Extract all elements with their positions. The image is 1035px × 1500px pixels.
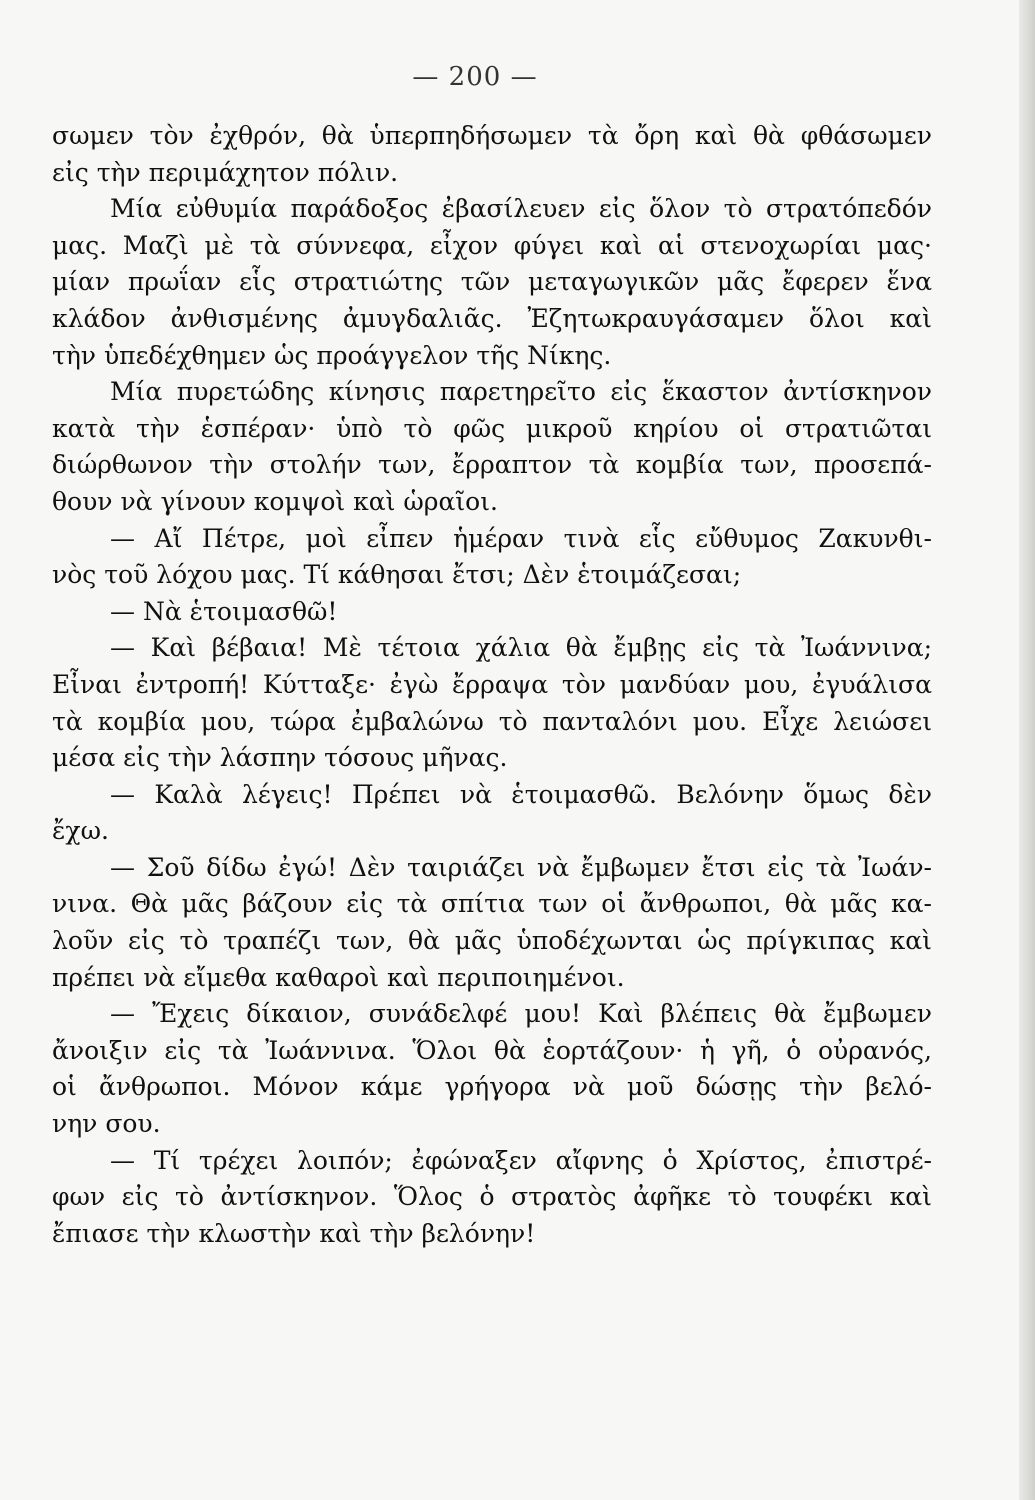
text-line: — Ἔχεις δίκαιον, συνάδελφέ μου! Καὶ βλέπεις θὰ ἔμβωμεν: [110, 999, 932, 1029]
text-line: Εἶναι ἐντροπή! Κύτταξε· ἐγὼ ἔρραψα τὸν μανδύαν μου, ἐγυάλισα: [52, 669, 932, 699]
text-line: — Αἴ Πέτρε, μοὶ εἶπεν ἡμέραν τινὰ εἷς εὔθυμος Ζακυνθι-: [110, 523, 932, 553]
text-line: — Σοῦ δίδω ἐγώ! Δὲν ταιριάζει νὰ ἔμβωμεν ἔτσι εἰς τὰ Ἰωάν-: [110, 852, 932, 882]
text-line: φων εἰς τὸ ἀντίσκηνον. Ὅλος ὁ στρατὸς ἀφῆκε τὸ τουφέκι καὶ: [52, 1182, 932, 1212]
text-line: Μία πυρετώδης κίνησις παρετηρεῖτο εἰς ἕκαστον ἀντίσκηνον: [110, 377, 932, 407]
text-line: κλάδον ἀνθισμένης ἀμυγδαλιᾶς. Ἐζητωκραυγάσαμεν ὅλοι καὶ: [52, 303, 932, 333]
text-line: νινα. Θὰ μᾶς βάζουν εἰς τὰ σπίτια των οἱ ἄνθρωποι, θὰ μᾶς κα-: [52, 889, 932, 919]
text-line: οἱ ἄνθρωποι. Μόνον κάμε γρήγορα νὰ μοῦ δώσῃς τὴν βελό-: [52, 1072, 932, 1102]
text-line: νὸς τοῦ λόχου μας. Τί κάθησαι ἔτσι; Δὲν ἑτοιμάζεσαι;: [52, 560, 742, 590]
text-line: — Καλὰ λέγεις! Πρέπει νὰ ἑτοιμασθῶ. Βελόνην ὅμως δὲν: [110, 779, 932, 809]
text-line: πρέπει νὰ εἴμεθα καθαροὶ καὶ περιποιημένοι.: [52, 962, 625, 992]
text-line: εἰς τὴν περιμάχητον πόλιν.: [52, 157, 399, 187]
text-line: διώρθωνον τὴν στολήν των, ἔρραπτον τὰ κομβία των, προσεπά-: [52, 450, 932, 480]
text-line: θουν νὰ γίνουν κομψοὶ καὶ ὡραῖοι.: [52, 486, 498, 516]
text-line: Μία εὐθυμία παράδοξος ἐβασίλευεν εἰς ὅλον τὸ στρατόπεδόν: [110, 194, 932, 224]
text-line: σωμεν τὸν ἐχθρόν, θὰ ὑπερπηδήσωμεν τὰ ὄρη καὶ θὰ φθάσωμεν: [52, 121, 932, 150]
page-number: — 200 —: [412, 62, 538, 92]
text-line: τὰ κομβία μου, τώρα ἐμβαλώνω τὸ πανταλόνι μου. Εἶχε λειώσει: [52, 706, 932, 736]
text-line: μας. Μαζὶ μὲ τὰ σύννεφα, εἶχον φύγει καὶ αἱ στενοχωρίαι μας·: [52, 230, 932, 260]
page-edge-shadow: [1019, 0, 1035, 1500]
text-line: μέσα εἰς τὴν λάσπην τόσους μῆνας.: [52, 743, 508, 773]
text-line: λοῦν εἰς τὸ τραπέζι των, θὰ μᾶς ὑποδέχωνται ὡς πρίγκιπας καὶ: [52, 926, 932, 956]
text-line: — Καὶ βέβαια! Μὲ τέτοια χάλια θὰ ἔμβῃς εἰς τὰ Ἰωάννινα;: [110, 633, 932, 663]
text-line: — Νὰ ἑτοιμασθῶ!: [110, 596, 338, 626]
body-text: [52, 118, 932, 1252]
text-line: νην σου.: [52, 1109, 161, 1139]
text-line: ἔχω.: [52, 816, 109, 846]
text-line: ἄνοιξιν εἰς τὰ Ἰωάννινα. Ὅλοι θὰ ἑορτάζουν· ἡ γῆ, ὁ οὐρανός,: [52, 1035, 932, 1065]
text-line: μίαν πρωΐαν εἷς στρατιώτης τῶν μεταγωγικῶν μᾶς ἔφερεν ἕνα: [52, 267, 932, 297]
text-line: — Τί τρέχει λοιπόν; ἐφώναξεν αἴφνης ὁ Χρίστος, ἐπιστρέ-: [110, 1145, 932, 1175]
text-line: τὴν ὑπεδέχθημεν ὡς προάγγελον τῆς Νίκης.: [52, 340, 612, 370]
text-line: κατὰ τὴν ἑσπέραν· ὑπὸ τὸ φῶς μικροῦ κηρίου οἱ στρατιῶται: [52, 413, 932, 443]
text-line: ἔπιασε τὴν κλωστὴν καὶ τὴν βελόνην!: [52, 1218, 536, 1248]
